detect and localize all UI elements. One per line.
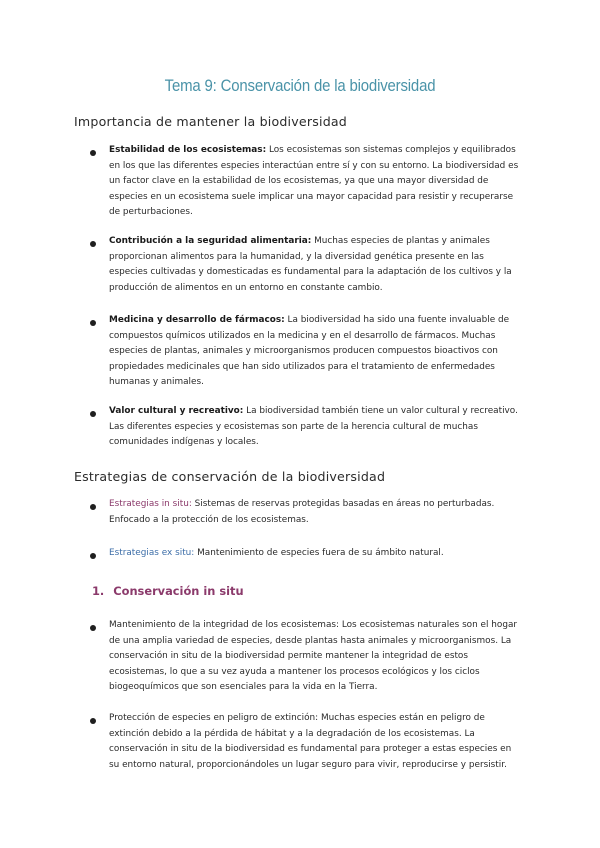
item-label: Estrategias ex situ: [109, 548, 195, 558]
item-label: Medicina y desarrollo de fármacos: [109, 315, 285, 325]
page-title: Tema 9: Conservación de la biodiversidad [164, 76, 436, 95]
item-text: Protección de especies en peligro de extinción: Muchas especies están en peligro de extinción debido a la pérdida de hábitat y a la degradación de los ecosistemas. La conservación in situ de la biodiversidad es fundamental para proteger a estas especies en su entorno natural, proporcionándoles un lugar seguro para vivir, reproducirse y persistir. [109, 713, 512, 770]
item-label: Estabilidad de los ecosistemas: [109, 145, 267, 155]
bullet-icon [90, 411, 96, 417]
subsection-title: Conservación in situ [113, 584, 244, 598]
item-label: Estrategias in situ: [109, 499, 192, 509]
item-label: Valor cultural y recreativo: [109, 406, 244, 416]
list-item [109, 404, 521, 451]
list-item [109, 711, 521, 773]
list-item [109, 143, 521, 221]
list-item [109, 546, 521, 562]
subsection-number: 1. [92, 584, 105, 598]
item-text: Mantenimiento de la integridad de los ecosistemas: Los ecosistemas naturales son el hogar de una amplia variedad de especies, desde plantas hasta animales y microorganismos. La conservación in situ de la biodiversidad permite mantener la integridad de estos ecosistemas, lo que a su vez ayuda a mantener los procesos ecológicos y los ciclos biogeoquímicos que son esenciales para la vida en la Tierra. [109, 620, 518, 693]
bullet-icon [90, 625, 96, 631]
list-item [109, 618, 521, 696]
section-heading-importance: Importancia de mantener la biodiversidad [74, 114, 348, 129]
bullet-icon [90, 320, 96, 326]
list-item [109, 234, 521, 296]
bullet-icon [90, 553, 96, 559]
bullet-icon [90, 241, 96, 247]
item-text: Mantenimiento de especies fuera de su ámbito natural. [194, 548, 444, 558]
item-label: Contribución a la seguridad alimentaria: [109, 236, 312, 246]
section-heading-strategies: Estrategias de conservación de la biodiversidad [74, 469, 386, 484]
bullet-icon [90, 504, 96, 510]
list-item [109, 497, 521, 528]
bullet-icon [90, 718, 96, 724]
list-item [109, 313, 521, 391]
item-text: La biodiversidad ha sido una fuente invaluable de compuestos químicos utilizados en la medicina y en el desarrollo de fármacos. Muchas especies de plantas, animales y microorganismos producen compuestos bioactivos con propiedades medicinales que han sido utilizados para el tratamiento de enfermedades humanas y animales. [109, 315, 510, 388]
bullet-icon [90, 150, 96, 156]
subsection-heading [92, 584, 244, 598]
item-text: La biodiversidad también tiene un valor cultural y recreativo. Las diferentes especies y ecosistemas son parte de la herencia cultural de muchas comunidades indígenas y locales. [109, 406, 518, 448]
item-text: Sistemas de reservas protegidas basadas en áreas no perturbadas. Enfocado a la protección de los ecosistemas. [109, 499, 495, 525]
item-text: Muchas especies de plantas y animales proporcionan alimentos para la humanidad, y la diversidad genética presente en las especies cultivadas y domesticadas es fundamental para la adaptación de los cultivos y la producción de alimentos en un entorno en constante cambio. [109, 236, 512, 293]
item-text: Los ecosistemas son sistemas complejos y equilibrados en los que las diferentes especies interactúan entre sí y con su entorno. La biodiversidad es un factor clave en la estabilidad de los ecosistemas, ya que una mayor diversidad de especies en un ecosistema suele implicar una mayor capacidad para resistir y recuperarse de perturbaciones. [109, 145, 519, 218]
